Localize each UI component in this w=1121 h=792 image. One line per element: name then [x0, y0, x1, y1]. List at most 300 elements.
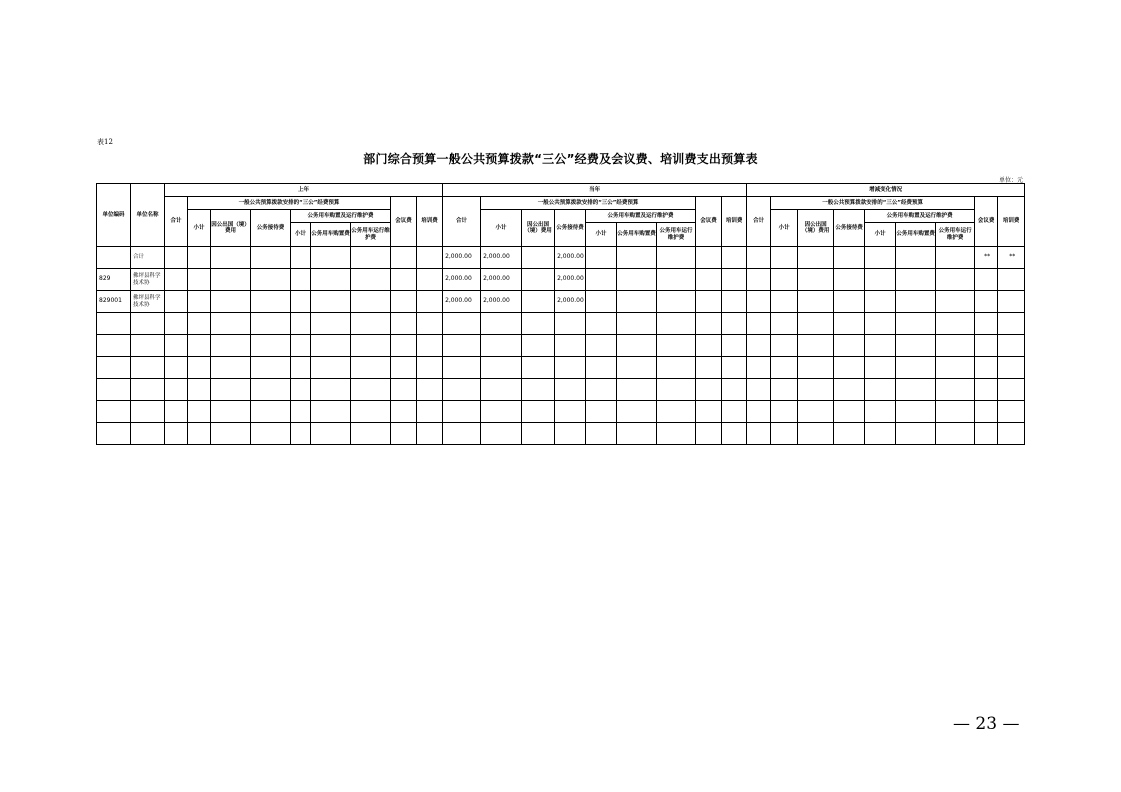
value-cell: [522, 269, 555, 291]
value-cell: [291, 247, 311, 269]
empty-cell: [131, 357, 165, 379]
value-cell: [586, 291, 617, 313]
value-cell: [771, 269, 798, 291]
empty-cell: [351, 401, 391, 423]
empty-row: [97, 379, 1025, 401]
value-cell: 2,000.00: [555, 291, 586, 313]
empty-row: [97, 335, 1025, 357]
value-cell: [291, 291, 311, 313]
empty-cell: [865, 423, 896, 445]
empty-cell: [188, 401, 211, 423]
empty-cell: [747, 335, 771, 357]
value-cell: [165, 291, 188, 313]
empty-cell: [722, 313, 747, 335]
empty-cell: [936, 401, 975, 423]
header-vehicle-operation: 公务用车运行维护费: [657, 223, 696, 247]
empty-cell: [798, 313, 834, 335]
empty-cell: [747, 423, 771, 445]
unit-label: 单位：元: [998, 177, 1023, 184]
header-meeting: 会议费: [696, 197, 722, 247]
empty-cell: [481, 401, 522, 423]
value-cell: [165, 269, 188, 291]
empty-cell: [211, 379, 251, 401]
empty-cell: [657, 335, 696, 357]
empty-cell: [291, 423, 311, 445]
empty-cell: [657, 357, 696, 379]
header-prev-year: 上年: [165, 184, 443, 197]
empty-cell: [834, 379, 865, 401]
value-cell: [657, 269, 696, 291]
empty-cell: [555, 379, 586, 401]
empty-cell: [865, 357, 896, 379]
empty-cell: [798, 379, 834, 401]
value-cell: [896, 247, 936, 269]
empty-cell: [351, 313, 391, 335]
empty-cell: [555, 335, 586, 357]
empty-cell: [522, 401, 555, 423]
header-subtotal: 小计: [771, 210, 798, 247]
value-cell: [211, 269, 251, 291]
header-vehicle-operation: 公务用车运行维护费: [351, 223, 391, 247]
empty-cell: [291, 335, 311, 357]
header-vehicle: 公务用车购置及运行维护费: [865, 210, 975, 223]
value-cell: [211, 247, 251, 269]
value-cell: [391, 291, 417, 313]
header-curr-year: 当年: [443, 184, 747, 197]
value-cell: [291, 269, 311, 291]
value-cell: 2,000.00: [443, 247, 481, 269]
empty-cell: [586, 313, 617, 335]
header-total: 合计: [747, 197, 771, 247]
empty-cell: [131, 401, 165, 423]
value-cell: [834, 247, 865, 269]
empty-cell: [443, 379, 481, 401]
value-cell: **: [998, 247, 1025, 269]
empty-cell: [97, 313, 131, 335]
empty-cell: [617, 357, 657, 379]
value-cell: [586, 269, 617, 291]
header-change: 增减变化情况: [747, 184, 1025, 197]
empty-cell: [417, 401, 443, 423]
header-sangong-budget: 一般公共预算拨款安排的“三公”经费预算: [771, 197, 975, 210]
table-body: [97, 247, 1025, 445]
value-cell: [391, 247, 417, 269]
empty-cell: [443, 335, 481, 357]
empty-cell: [975, 423, 998, 445]
empty-cell: [896, 335, 936, 357]
value-cell: [747, 291, 771, 313]
empty-cell: [834, 357, 865, 379]
empty-cell: [522, 379, 555, 401]
value-cell: [522, 247, 555, 269]
empty-cell: [188, 423, 211, 445]
empty-cell: [936, 379, 975, 401]
empty-cell: [657, 423, 696, 445]
value-cell: [722, 291, 747, 313]
header-vehicle-purchase: 公务用车购置费: [311, 223, 351, 247]
page-title: 部门综合预算一般公共预算拨款“三公”经费及会议费、培训费支出预算表: [363, 152, 758, 166]
empty-cell: [722, 379, 747, 401]
empty-cell: [522, 357, 555, 379]
empty-cell: [586, 401, 617, 423]
empty-cell: [291, 401, 311, 423]
header-training: 培训费: [417, 197, 443, 247]
empty-cell: [834, 335, 865, 357]
empty-cell: [417, 423, 443, 445]
empty-cell: [896, 357, 936, 379]
header-meeting: 会议费: [391, 197, 417, 247]
empty-cell: [747, 313, 771, 335]
empty-cell: [586, 379, 617, 401]
empty-cell: [522, 423, 555, 445]
empty-cell: [481, 357, 522, 379]
empty-cell: [975, 379, 998, 401]
empty-cell: [696, 357, 722, 379]
value-cell: [417, 247, 443, 269]
empty-cell: [998, 423, 1025, 445]
empty-cell: [97, 357, 131, 379]
empty-cell: [417, 335, 443, 357]
empty-cell: [617, 379, 657, 401]
value-cell: [747, 247, 771, 269]
empty-cell: [998, 335, 1025, 357]
empty-cell: [391, 379, 417, 401]
empty-cell: [896, 401, 936, 423]
empty-cell: [798, 335, 834, 357]
empty-cell: [975, 401, 998, 423]
empty-cell: [311, 313, 351, 335]
empty-cell: [391, 401, 417, 423]
empty-cell: [747, 357, 771, 379]
unit-code-cell: 829: [97, 269, 131, 291]
value-cell: [251, 269, 291, 291]
value-cell: [211, 291, 251, 313]
empty-cell: [443, 313, 481, 335]
value-cell: [834, 291, 865, 313]
empty-cell: [165, 379, 188, 401]
header-vehicle: 公务用车购置及运行维护费: [291, 210, 391, 223]
empty-cell: [391, 335, 417, 357]
empty-cell: [417, 379, 443, 401]
empty-row: [97, 313, 1025, 335]
empty-cell: [165, 313, 188, 335]
empty-cell: [351, 357, 391, 379]
table-row: [97, 247, 1025, 269]
empty-cell: [657, 379, 696, 401]
empty-cell: [443, 401, 481, 423]
value-cell: [975, 291, 998, 313]
value-cell: [696, 291, 722, 313]
empty-cell: [617, 401, 657, 423]
value-cell: [865, 269, 896, 291]
empty-cell: [165, 335, 188, 357]
value-cell: [417, 291, 443, 313]
empty-cell: [555, 313, 586, 335]
empty-cell: [936, 335, 975, 357]
empty-cell: [211, 313, 251, 335]
value-cell: [998, 291, 1025, 313]
value-cell: [251, 291, 291, 313]
header-meeting: 会议费: [975, 197, 998, 247]
empty-cell: [998, 379, 1025, 401]
empty-cell: [311, 401, 351, 423]
empty-cell: [555, 401, 586, 423]
value-cell: [696, 247, 722, 269]
empty-cell: [391, 357, 417, 379]
empty-cell: [97, 401, 131, 423]
table-number: 表12: [97, 138, 113, 146]
empty-cell: [391, 423, 417, 445]
value-cell: [657, 247, 696, 269]
empty-cell: [555, 357, 586, 379]
empty-cell: [97, 379, 131, 401]
value-cell: [188, 291, 211, 313]
value-cell: [896, 269, 936, 291]
value-cell: [798, 247, 834, 269]
empty-cell: [311, 357, 351, 379]
value-cell: [865, 291, 896, 313]
value-cell: 2,000.00: [555, 247, 586, 269]
budget-table: [96, 183, 1025, 445]
empty-cell: [696, 423, 722, 445]
empty-cell: [865, 313, 896, 335]
value-cell: [311, 291, 351, 313]
empty-cell: [131, 379, 165, 401]
header-vehicle-purchase: 公务用车购置费: [896, 223, 936, 247]
empty-cell: [443, 423, 481, 445]
empty-cell: [481, 313, 522, 335]
empty-cell: [617, 313, 657, 335]
value-cell: [771, 247, 798, 269]
empty-cell: [251, 401, 291, 423]
empty-row: [97, 357, 1025, 379]
table-row: [97, 269, 1025, 291]
header-vehicle-purchase: 公务用车购置费: [617, 223, 657, 247]
empty-cell: [617, 423, 657, 445]
header-abroad: 因公出国（境）费用: [522, 210, 555, 247]
empty-cell: [211, 423, 251, 445]
empty-cell: [998, 357, 1025, 379]
header-subtotal: 小计: [865, 223, 896, 247]
empty-cell: [617, 335, 657, 357]
empty-cell: [291, 379, 311, 401]
value-cell: 2,000.00: [555, 269, 586, 291]
header-unit-name: 单位名称: [131, 184, 165, 247]
header-subtotal: 小计: [188, 210, 211, 247]
empty-cell: [311, 379, 351, 401]
unit-code-cell: 829001: [97, 291, 131, 313]
empty-cell: [936, 423, 975, 445]
empty-cell: [771, 313, 798, 335]
value-cell: [188, 269, 211, 291]
empty-cell: [291, 357, 311, 379]
header-abroad: 因公出国（境）费用: [211, 210, 251, 247]
value-cell: [586, 247, 617, 269]
empty-cell: [771, 357, 798, 379]
empty-cell: [251, 423, 291, 445]
empty-cell: [97, 423, 131, 445]
empty-cell: [211, 401, 251, 423]
empty-cell: [747, 379, 771, 401]
table-row: [97, 291, 1025, 313]
empty-cell: [481, 423, 522, 445]
empty-cell: [798, 423, 834, 445]
empty-cell: [417, 357, 443, 379]
empty-cell: [771, 423, 798, 445]
empty-cell: [211, 335, 251, 357]
empty-cell: [351, 423, 391, 445]
empty-cell: [936, 313, 975, 335]
empty-cell: [251, 379, 291, 401]
value-cell: [936, 247, 975, 269]
empty-cell: [251, 335, 291, 357]
header-abroad: 因公出国（境）费用: [798, 210, 834, 247]
value-cell: [391, 269, 417, 291]
value-cell: [896, 291, 936, 313]
header-total: 合计: [443, 197, 481, 247]
empty-cell: [975, 313, 998, 335]
value-cell: [417, 269, 443, 291]
empty-cell: [97, 335, 131, 357]
empty-cell: [311, 335, 351, 357]
header-sangong-budget: 一般公共预算拨款安排的“三公”经费预算: [188, 197, 391, 210]
value-cell: [834, 269, 865, 291]
value-cell: [311, 269, 351, 291]
value-cell: [617, 269, 657, 291]
value-cell: [936, 291, 975, 313]
value-cell: [351, 247, 391, 269]
empty-cell: [586, 335, 617, 357]
page-number: — 23 —: [953, 714, 1020, 734]
unit-code-cell: [97, 247, 131, 269]
empty-cell: [798, 401, 834, 423]
value-cell: 2,000.00: [443, 291, 481, 313]
empty-cell: [722, 423, 747, 445]
value-cell: **: [975, 247, 998, 269]
value-cell: [798, 269, 834, 291]
header-reception: 公务接待费: [834, 210, 865, 247]
empty-cell: [481, 379, 522, 401]
empty-cell: [188, 379, 211, 401]
value-cell: [165, 247, 188, 269]
empty-cell: [771, 401, 798, 423]
empty-cell: [896, 379, 936, 401]
empty-cell: [696, 401, 722, 423]
empty-row: [97, 401, 1025, 423]
empty-cell: [834, 423, 865, 445]
empty-cell: [443, 357, 481, 379]
value-cell: [998, 269, 1025, 291]
empty-cell: [522, 313, 555, 335]
empty-cell: [998, 313, 1025, 335]
empty-cell: [188, 313, 211, 335]
empty-cell: [165, 401, 188, 423]
value-cell: [696, 269, 722, 291]
header-subtotal: 小计: [481, 210, 522, 247]
empty-cell: [696, 335, 722, 357]
empty-cell: [291, 313, 311, 335]
empty-cell: [657, 313, 696, 335]
value-cell: 2,000.00: [481, 269, 522, 291]
empty-cell: [865, 401, 896, 423]
empty-cell: [896, 313, 936, 335]
value-cell: 2,000.00: [481, 247, 522, 269]
empty-cell: [865, 335, 896, 357]
empty-cell: [131, 313, 165, 335]
header-training: 培训费: [998, 197, 1025, 247]
empty-cell: [391, 313, 417, 335]
unit-name-cell: 合计: [131, 247, 165, 269]
empty-cell: [975, 335, 998, 357]
header-reception: 公务接待费: [555, 210, 586, 247]
value-cell: [865, 247, 896, 269]
value-cell: [251, 247, 291, 269]
empty-cell: [834, 401, 865, 423]
empty-cell: [522, 335, 555, 357]
empty-cell: [936, 357, 975, 379]
header-vehicle-operation: 公务用车运行维护费: [936, 223, 975, 247]
value-cell: [351, 269, 391, 291]
value-cell: [188, 247, 211, 269]
empty-cell: [251, 357, 291, 379]
value-cell: 2,000.00: [481, 291, 522, 313]
empty-cell: [696, 313, 722, 335]
header-vehicle: 公务用车购置及运行维护费: [586, 210, 696, 223]
empty-cell: [586, 357, 617, 379]
empty-cell: [696, 379, 722, 401]
value-cell: [747, 269, 771, 291]
empty-cell: [311, 423, 351, 445]
empty-cell: [131, 423, 165, 445]
unit-name-cell: 佛坪县科学技术协: [131, 269, 165, 291]
empty-cell: [798, 357, 834, 379]
empty-cell: [747, 401, 771, 423]
value-cell: [351, 291, 391, 313]
empty-cell: [211, 357, 251, 379]
empty-cell: [722, 401, 747, 423]
empty-cell: [165, 423, 188, 445]
empty-cell: [975, 357, 998, 379]
header-sangong-budget: 一般公共预算拨款安排的“三公”经费预算: [481, 197, 696, 210]
empty-cell: [351, 335, 391, 357]
header-training: 培训费: [722, 197, 747, 247]
value-cell: [522, 291, 555, 313]
unit-name-cell: 佛坪县科学技术协: [131, 291, 165, 313]
value-cell: [311, 247, 351, 269]
empty-cell: [771, 335, 798, 357]
empty-cell: [771, 379, 798, 401]
header-total: 合计: [165, 197, 188, 247]
empty-cell: [165, 357, 188, 379]
empty-cell: [657, 401, 696, 423]
value-cell: [771, 291, 798, 313]
empty-cell: [351, 379, 391, 401]
header-unit-code: 单位编码: [97, 184, 131, 247]
empty-cell: [896, 423, 936, 445]
empty-cell: [555, 423, 586, 445]
value-cell: [722, 269, 747, 291]
empty-cell: [998, 401, 1025, 423]
value-cell: [975, 269, 998, 291]
empty-row: [97, 423, 1025, 445]
empty-cell: [834, 313, 865, 335]
value-cell: [657, 291, 696, 313]
value-cell: [798, 291, 834, 313]
value-cell: [617, 247, 657, 269]
empty-cell: [188, 335, 211, 357]
empty-cell: [722, 357, 747, 379]
empty-cell: [586, 423, 617, 445]
